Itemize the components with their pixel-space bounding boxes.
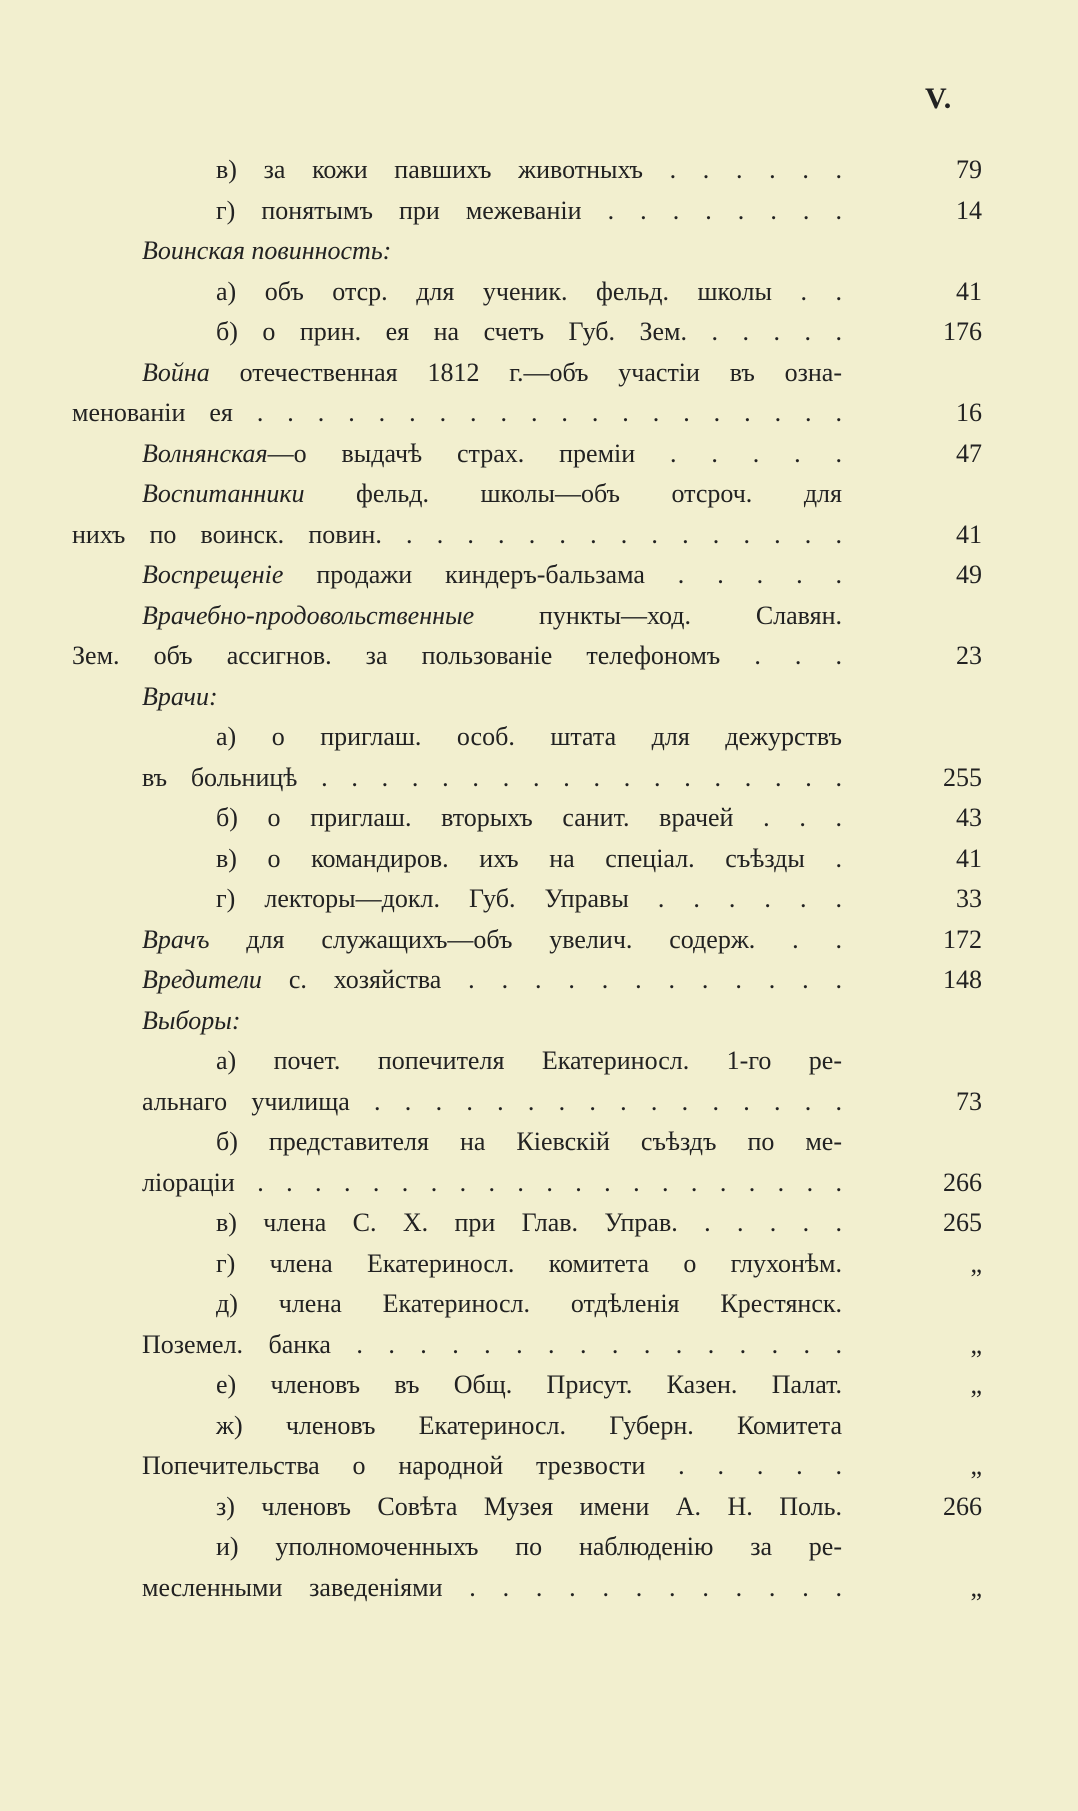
- index-entry-text: б) представителя на Кіевскій съѣздъ по ме-: [216, 1127, 842, 1156]
- page-reference: 73: [956, 1086, 982, 1116]
- index-term: Врачъ: [142, 924, 210, 954]
- index-line: [0, 353, 1078, 394]
- index-entry-text: [142, 353, 842, 394]
- index-line: [0, 596, 1078, 637]
- index-line: [0, 231, 1078, 272]
- page-reference: 33: [956, 884, 982, 913]
- index-line: [0, 1487, 1078, 1528]
- index-entry-text: [142, 555, 842, 596]
- index-entry-text: в) за кожи павшихъ животныхъ . . . . . .: [216, 155, 842, 184]
- index-line: [0, 1406, 1078, 1447]
- page-reference: „: [970, 1248, 982, 1278]
- index-entry-text: а) о приглаш. особ. штата для дежурствъ: [216, 722, 842, 751]
- page-reference: 41: [956, 843, 982, 873]
- index-entry-text: г) понятымъ при межеваніи . . . . . . . .: [216, 195, 842, 225]
- index-heading: Врачи:: [142, 681, 218, 711]
- index-entry-text: ліораціи . . . . . . . . . . . . . . . . . . . . .: [142, 1167, 842, 1197]
- index-line: [0, 636, 1078, 677]
- index-entry-text: Попечительства о народной трезвости . . . . .: [142, 1451, 842, 1480]
- index-entry-rest: для служащихъ—объ увелич. содерж. . .: [209, 924, 842, 954]
- page-reference: „: [970, 1370, 982, 1399]
- index-entry-text: альнаго училища . . . . . . . . . . . . . . . .: [142, 1086, 842, 1116]
- index-entry-text: въ больницѣ . . . . . . . . . . . . . . . . . .: [142, 762, 842, 792]
- index-entry-text: [142, 474, 842, 515]
- page-reference: 16: [956, 398, 982, 427]
- index-entry-text: [142, 920, 842, 961]
- index-line: [0, 474, 1078, 515]
- index-entry-text: [142, 434, 842, 475]
- page-reference: 255: [943, 762, 982, 792]
- index-line: [0, 191, 1078, 232]
- index-line: [0, 393, 1078, 434]
- index-line: [0, 555, 1078, 596]
- page-reference: 49: [956, 560, 982, 589]
- index-line: [0, 758, 1078, 799]
- page-reference: 47: [956, 438, 982, 468]
- index-entry-text: в) члена С. Х. при Глав. Управ. . . . . .: [216, 1208, 842, 1237]
- index-entry-text: и) уполномоченныхъ по наблюденію за ре-: [216, 1532, 842, 1561]
- index-entry-rest: фельд. школы—объ отсроч. для: [304, 479, 842, 508]
- index-term: Врачебно-продовольственные: [142, 600, 475, 630]
- index-entry-text: б) о приглаш. вторыхъ санит. врачей . . .: [216, 803, 842, 832]
- index-heading: Воинская повинность:: [142, 236, 392, 265]
- index-line: [0, 1568, 1078, 1609]
- index-entry-text: а) объ отср. для ученик. фельд. школы . .: [216, 276, 842, 306]
- index-entry-text: Зем. объ ассигнов. за пользованіе телефономъ . . .: [72, 641, 842, 670]
- index-line: [0, 434, 1078, 475]
- index-line: [0, 1446, 1078, 1487]
- page-reference: 79: [956, 155, 982, 184]
- index-entry-text: менованіи ея . . . . . . . . . . . . . . . . . . . .: [72, 398, 842, 427]
- index-line: [0, 515, 1078, 556]
- index-entry-rest: отечественная 1812 г.—объ участіи въ озна-: [209, 357, 842, 387]
- page-reference: „: [970, 1329, 982, 1359]
- index-line: [0, 1082, 1078, 1123]
- index-line: [0, 1365, 1078, 1406]
- index-entry-text: [142, 960, 842, 1001]
- index-line: [0, 1001, 1078, 1042]
- page-reference: 172: [943, 924, 982, 954]
- index-line: [0, 150, 1078, 191]
- index-line: [0, 1325, 1078, 1366]
- index-term: Воспрещеніе: [142, 560, 284, 589]
- index-line: [0, 1041, 1078, 1082]
- page-reference: 41: [956, 276, 982, 306]
- index-entry-text: в) о командиров. ихъ на спеціал. съѣзды .: [216, 843, 842, 873]
- page-reference: 266: [943, 1167, 982, 1197]
- page-reference: 266: [943, 1491, 982, 1521]
- page-reference: 43: [956, 803, 982, 832]
- index-line: [0, 879, 1078, 920]
- page-reference: 148: [943, 965, 982, 994]
- index-entry-text: з) членовъ Совѣта Музея имени А. Н. Поль.: [216, 1491, 842, 1521]
- page-number: V.: [925, 82, 953, 115]
- page-reference: 41: [956, 519, 982, 549]
- index-entry-rest: с. хозяйства . . . . . . . . . . . .: [261, 965, 842, 994]
- index-line: [0, 960, 1078, 1001]
- index-line: [0, 272, 1078, 313]
- page-reference: „: [970, 1572, 982, 1602]
- index-line: [0, 839, 1078, 880]
- index-entry-rest: продажи киндеръ-бальзама . . . . .: [283, 560, 842, 589]
- index-entry-text: Поземел. банка . . . . . . . . . . . . . . . .: [142, 1329, 842, 1359]
- page-reference: „: [970, 1451, 982, 1480]
- index-term: Война: [142, 357, 210, 387]
- index-term: Волнянская: [142, 438, 268, 468]
- index-entry-text: нихъ по воинск. повин. . . . . . . . . . . . . . . .: [72, 519, 842, 549]
- page-reference: 265: [943, 1208, 982, 1237]
- index-line: [0, 1244, 1078, 1285]
- index-entry-text: ж) членовъ Екатериносл. Губерн. Комитета: [216, 1410, 842, 1440]
- index-entry-text: а) почет. попечителя Екатериносл. 1-го ре-: [216, 1046, 842, 1075]
- index-entries: [0, 150, 1078, 1608]
- index-line: [0, 798, 1078, 839]
- index-entry-rest: —о выдачѣ страх. преміи . . . . .: [267, 438, 842, 468]
- index-entry-rest: пункты—ход. Славян.: [474, 600, 842, 630]
- index-line: [0, 1163, 1078, 1204]
- page-reference: 176: [943, 317, 982, 346]
- index-line: [0, 677, 1078, 718]
- index-line: [0, 312, 1078, 353]
- index-entry-text: д) члена Екатериносл. отдѣленія Крестянск.: [216, 1289, 842, 1318]
- index-entry-text: месленными заведеніями . . . . . . . . . . . .: [142, 1572, 842, 1602]
- index-line: [0, 920, 1078, 961]
- index-term: Вредители: [142, 965, 262, 994]
- index-entry-text: г) члена Екатериносл. комитета о глухонѣм.: [216, 1248, 842, 1278]
- index-heading: Выборы:: [142, 1005, 241, 1035]
- index-entry-text: б) о прин. ея на счетъ Губ. Зем. . . . . .: [216, 317, 842, 346]
- page-reference: 23: [956, 641, 982, 670]
- index-entry-text: г) лекторы—докл. Губ. Управы . . . . . .: [216, 884, 842, 913]
- index-line: [0, 717, 1078, 758]
- index-entry-text: е) членовъ въ Общ. Присут. Казен. Палат.: [216, 1370, 842, 1399]
- index-entry-text: [142, 596, 842, 637]
- index-line: [0, 1122, 1078, 1163]
- index-line: [0, 1527, 1078, 1568]
- index-line: [0, 1203, 1078, 1244]
- index-line: [0, 1284, 1078, 1325]
- page-reference: 14: [956, 195, 982, 225]
- index-term: Воспитанники: [142, 479, 305, 508]
